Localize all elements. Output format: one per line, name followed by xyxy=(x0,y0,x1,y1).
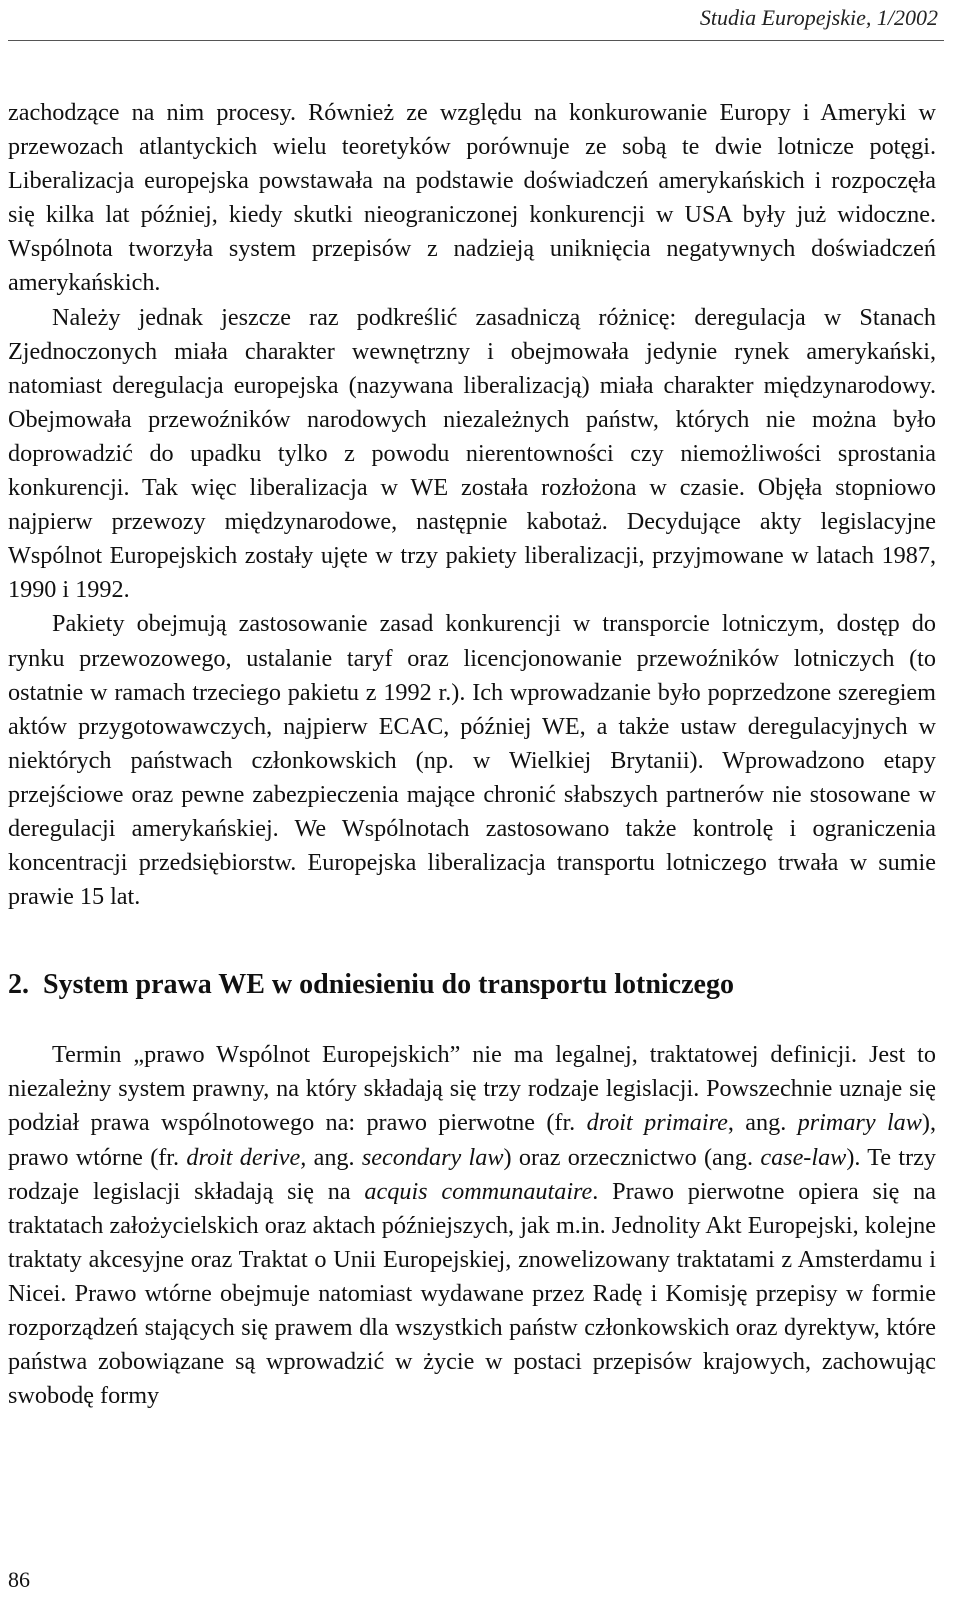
italic-term: acquis communautaire xyxy=(364,1177,593,1205)
italic-term: primary law xyxy=(797,1109,922,1137)
text-run: . Prawo pierwotne opiera się na traktatach założycielskich oraz aktach późniejszych, jak m.in. Jednolity Akt Europejski, kolejne traktaty akcesyjne oraz Traktat o Unii Europejskiej, znowelizowany traktatami z Amsterdamu i Nicei. Prawo wtórne obejmuje natomiast wydawane przez Radę i Komisję przepisy w formie rozporządzeń stających się prawem dla wszystkich państw członkowskich oraz dyrektyw, które państwa zobowiązane są wprowadzić w życie w postaci przepisów krajowych, zachowując swobodę formy xyxy=(8,1177,936,1410)
paragraph-deregulation: Należy jednak jeszcze raz podkreślić zasadniczą różnicę: deregulacja w Stanach Zjednoczonych miała charakter wewnętrzny i obejmowała jedynie rynek amerykański, natomiast deregulacja europejska (nazywana liberalizacją) miała charakter międzynarodowy. Obejmowała przewoźników narodowych niezależnych państw, których nie można było doprowadzić do upadku tylko z powodu nierentowności czy niemożliwości sprostania konkurencji. Tak więc liberalizacja w WE została rozłożona w czasie. Objęła stopniowo najpierw przewozy międzynarodowe, następnie kabotaż. Decydujące akty legislacyjne Wspólnot Europejskich zostały ujęte w trzy pakiety liberalizacji, przyjmowane w latach 1987, 1990 i 1992. xyxy=(8,303,936,604)
paragraph-ec-law xyxy=(8,1038,936,1413)
section-number: 2. xyxy=(8,969,29,1001)
italic-term: droit primaire xyxy=(586,1109,728,1137)
text-run: Termin „prawo Wspólnot Europejskich” nie ma legalnej, traktatowej definicji. Jest to niezależny system prawny, na który składają się trzy rodzaje legislacji. Powszechnie uznaje się podział prawa wspólnotowego na: prawo pierwotne (fr. xyxy=(8,1041,936,1137)
text-run: ang. xyxy=(306,1143,362,1171)
text-run: ). Te trzy rodzaje legislacji składają się na xyxy=(8,1143,936,1205)
text-run: ), prawo wtórne (fr. xyxy=(8,1109,936,1171)
text-run: ) oraz orzecznictwo (ang. xyxy=(503,1143,761,1171)
paragraph-continuation: zachodzące na nim procesy. Również ze względu na konkurowanie Europy i Ameryki w przewozach atlantyckich wielu teoretyków porównuje ze sobą te dwie lotnicze potęgi. Liberalizacja europejska powstawała na podstawie doświadczeń amerykańskich i rozpoczęła się kilka lat później, kiedy skutki nieograniczonej konkurencji w USA były już widoczne. Wspólnota tworzyła system przepisów z nadzieją uniknięcia negatywnych doświadczeń amerykańskich. xyxy=(8,99,936,297)
italic-term: secondary law xyxy=(361,1143,504,1171)
paragraph-packages: Pakiety obejmują zastosowanie zasad konkurencji w transporcie lotniczym, dostęp do rynku przewozowego, ustalanie taryf oraz licencjonowanie przewoźników lotniczych (to ostatnie w ramach trzeciego pakietu z 1992 r.). Ich wprowadzanie było poprzedzone szeregiem aktów przygotowawczych, najpierw ECAC, później WE, a także ustaw deregulacyjnych w niektórych państwach członkowskich (np. w Wielkiej Brytanii). Wprowadzono etapy przejściowe oraz pewne zabezpieczenia mające chronić słabszych partnerów nie stosowane w deregulacji amerykańskiej. We Wspólnotach zastosowano także kontrolę i ograniczenia koncentracji przedsiębiorstw. Europejska liberalizacja transportu lotniczego trwała w sumie prawie 15 lat. xyxy=(8,610,936,911)
section-title: System prawa WE w odniesieniu do transportu lotniczego xyxy=(43,969,734,1001)
italic-term: case-law xyxy=(760,1143,847,1171)
page-header xyxy=(0,0,960,43)
italic-term: droit derive, xyxy=(186,1143,307,1171)
page-content xyxy=(8,96,936,1413)
section-heading xyxy=(8,968,936,1002)
page-number: 86 xyxy=(8,1567,30,1592)
header-rule xyxy=(8,40,944,41)
text-run: , ang. xyxy=(727,1109,798,1137)
journal-title: Studia Europejskie, 1/2002 xyxy=(699,5,938,30)
